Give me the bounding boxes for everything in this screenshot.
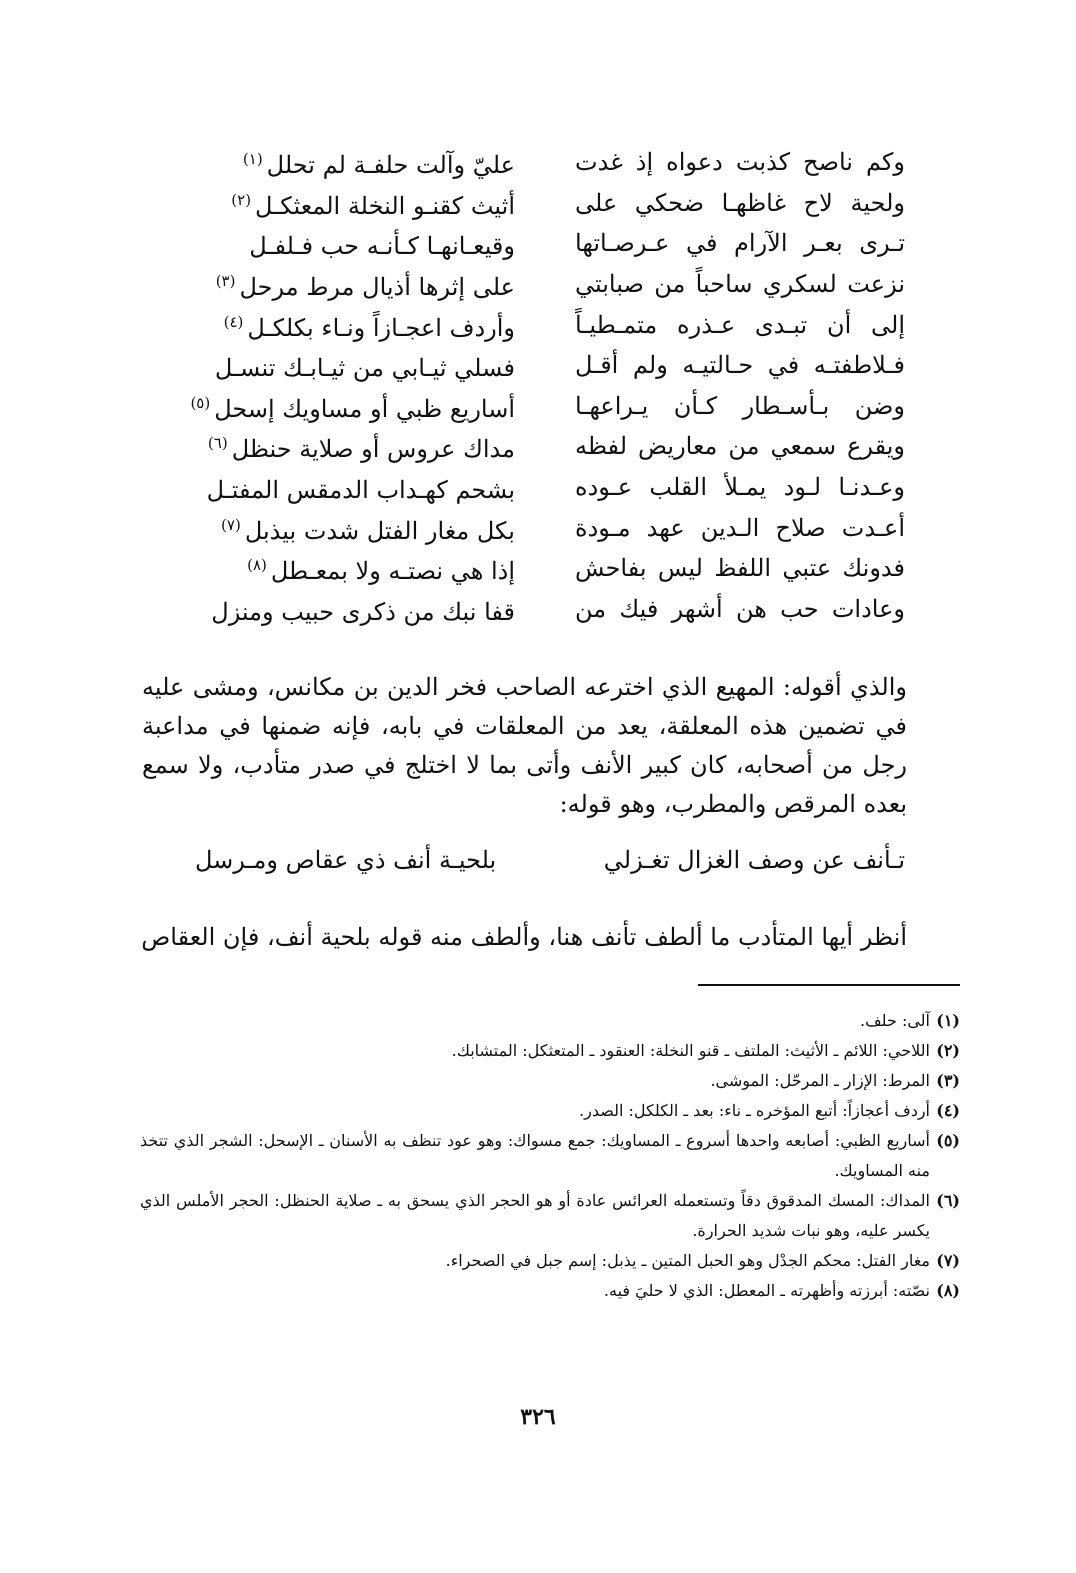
footnote-number: (٦) — [936, 1191, 960, 1210]
hemistich-text: وأردف اعجـازاً ونـاء بكلكـل — [247, 313, 515, 342]
verse-first-hemistich: وضن بـأسـطار كـأن يـراعهـا — [575, 391, 905, 420]
footnote-marker: (١) — [242, 150, 263, 169]
hemistich-text: فسلي ثيـابي من ثيـابـك تنسـل — [214, 354, 515, 383]
footnote-number: (٢) — [936, 1041, 960, 1060]
footnote — [140, 1006, 960, 1036]
footnote-number: (٥) — [936, 1131, 960, 1150]
paragraph-text: والذي أقوله: المهيع الذي اخترعه الصاحب فخر الدين بن مكانس، ومشى عليه في تضمين هذه المعلقة، يعد من المعلقات في بابه، فإنه ضمنها في مداعبة رجل من أصحابه، كان كبير الأنف وأتى بما لا اختلج في صدر متأدب، ولا سمع بعده المرقص والمطرب، وهو قوله: — [142, 673, 907, 818]
footnote-text: اللاحي: اللائم ـ الأثيث: الملتف ـ قنو النخلة: العنقود ـ المتعثكل: المتشابك. — [451, 1041, 930, 1060]
footnote-text: أساريع الظبي: أصابعه واحدها أسروع ـ المساويك: جمع مسواك: وهو عود تنظف به الأسنان ـ الإسحل: الشجر الذي تتخذ منه المساويك. — [140, 1131, 930, 1180]
verse-second-hemistich — [185, 385, 515, 427]
verse — [185, 142, 905, 183]
verse — [185, 304, 905, 345]
footnote-number: (٤) — [936, 1101, 960, 1120]
footnote-marker: (٥) — [190, 393, 211, 412]
footnote-text: نصّته: أبرزته وأظهرته ـ المعطل: الذي لا حليَ فيه. — [603, 1281, 930, 1300]
hemistich-text: عليّ وآلت حلفـة لم تحلل — [266, 151, 515, 180]
verse-second-hemistich — [185, 507, 515, 549]
footnote-number: (٨) — [936, 1281, 960, 1300]
prose-paragraph — [142, 668, 907, 824]
footnote — [140, 1246, 960, 1276]
verse-first-hemistich: ويقرع سمعي من معاريض لفظه — [575, 432, 905, 461]
footnote-marker: (٧) — [221, 515, 241, 534]
quoted-verse — [195, 842, 905, 878]
verse — [185, 345, 905, 386]
footnote — [140, 1066, 960, 1096]
verse-second-hemistich — [185, 344, 515, 386]
hemistich-text: على إثرها أذيال مرط مرحل — [239, 273, 515, 302]
footnote — [140, 1036, 960, 1066]
footnote-text: مغار الفتل: محكم الجدْل وهو الحبل المتين ـ يذبل: إسم جبل في الصحراء. — [445, 1251, 930, 1270]
footnote-text: المرط: الإزار ـ المرحّل: الموشى. — [710, 1071, 930, 1090]
hemistich-text: أساريع ظبي أو مساويك إسحل — [214, 394, 515, 423]
footnote — [140, 1276, 960, 1306]
page-number: ٣٢٦ — [520, 1404, 556, 1430]
poem-block — [185, 142, 905, 629]
hemistich-text: إذا هي نصتـه ولا بمعـطل — [270, 557, 515, 586]
footnote-number: (٧) — [936, 1251, 960, 1270]
hemistich-text: بشحم كهـداب الدمقس المفتـل — [206, 476, 515, 505]
verse-first-hemistich: أعـدت صلاح الـدين عهد مـودة — [575, 513, 905, 542]
prose-continuation: أنظر أيها المتأدب ما ألطف تأنف هنا، وألطف منه قوله بلحية أنف، فإن العقاص — [141, 923, 907, 951]
footnote-text: آلى: حلف. — [860, 1011, 930, 1030]
verse-second-hemistich — [185, 466, 515, 508]
verse — [185, 467, 905, 508]
verse — [185, 548, 905, 589]
footnote-number: (١) — [936, 1011, 960, 1030]
verse — [185, 589, 905, 630]
hemistich-text: مداك عروس أو صلاية حنظل — [231, 435, 515, 464]
verse-first-hemistich: وعـدنـا لـود يمـلأ القلب عـوده — [575, 473, 905, 502]
footnote — [140, 1126, 960, 1186]
footnote-text: أردف أعجازاً: أتبع المؤخره ـ ناء: بعد ـ الكلكل: الصدر. — [579, 1101, 930, 1120]
verse — [185, 264, 905, 305]
verse-second-hemistich: بلحيـة أنف ذي عقاص ومـرسل — [195, 846, 497, 874]
verse — [185, 426, 905, 467]
footnote — [140, 1186, 960, 1246]
verse-first-hemistich: تـأنف عن وصف الغزال تغـزلي — [603, 846, 905, 874]
hemistich-text: بكل مغار الفتل شدت بيذبل — [244, 516, 515, 545]
footnote-text: المداك: المسك المدقوق دقاً وتستعمله العرائس عادة أو هو الحجر الذي يسحق به ـ صلاية الحنظل: الحجر الأملس الذي يكسر عليه، وهو نبات شديد الحرارة. — [140, 1191, 930, 1240]
verse-second-hemistich — [185, 425, 515, 467]
verse — [185, 507, 905, 548]
footnotes — [140, 1006, 960, 1306]
footnote-marker: (٨) — [247, 556, 267, 575]
footnote-marker: (٣) — [215, 272, 236, 291]
footnote-marker: (٢) — [231, 190, 252, 209]
hemistich-text: أثيث كقنـو النخلة المعثكـل — [255, 191, 515, 220]
verse-second-hemistich — [185, 182, 515, 224]
verse-first-hemistich: فدونك عتبي اللفظ ليس بفاحش — [575, 554, 905, 583]
verse-first-hemistich: فـلاطفتـه في حـالتيـه ولم أقـل — [575, 351, 905, 380]
footnote — [140, 1096, 960, 1126]
verse-second-hemistich — [185, 588, 515, 630]
verse-second-hemistich — [185, 547, 515, 589]
verse-first-hemistich: تـرى بعـر الآرام في عـرصـاتها — [575, 229, 905, 258]
verse — [185, 386, 905, 427]
verse-second-hemistich — [185, 304, 515, 346]
footnote-marker: (٦) — [207, 434, 228, 453]
footnote-number: (٣) — [936, 1071, 960, 1090]
hemistich-text: وقيعـانهـا كـأنـه حب فـلفـل — [249, 232, 515, 261]
footnote-marker: (٤) — [223, 312, 244, 331]
verse-second-hemistich — [185, 141, 515, 183]
footnote-separator — [698, 984, 960, 986]
verse — [185, 183, 905, 224]
verse-first-hemistich: وكم ناصح كذبت دعواه إذ غدت — [575, 148, 905, 177]
verse-first-hemistich: ولحية لاح غاظهـا ضحكي على — [575, 188, 905, 217]
verse-first-hemistich: وعادات حب هن أشهر فيك من — [575, 594, 905, 623]
verse-first-hemistich: نزعت لسكري ساحباً من صبابتي — [575, 270, 905, 299]
verse-second-hemistich — [185, 263, 515, 305]
verse-first-hemistich: إلى أن تبـدى عـذره متمـطيـاً — [575, 310, 905, 339]
hemistich-text: قفا نبك من ذكرى حبيب ومنزل — [211, 597, 515, 626]
verse-second-hemistich — [185, 222, 515, 264]
verse — [185, 223, 905, 264]
